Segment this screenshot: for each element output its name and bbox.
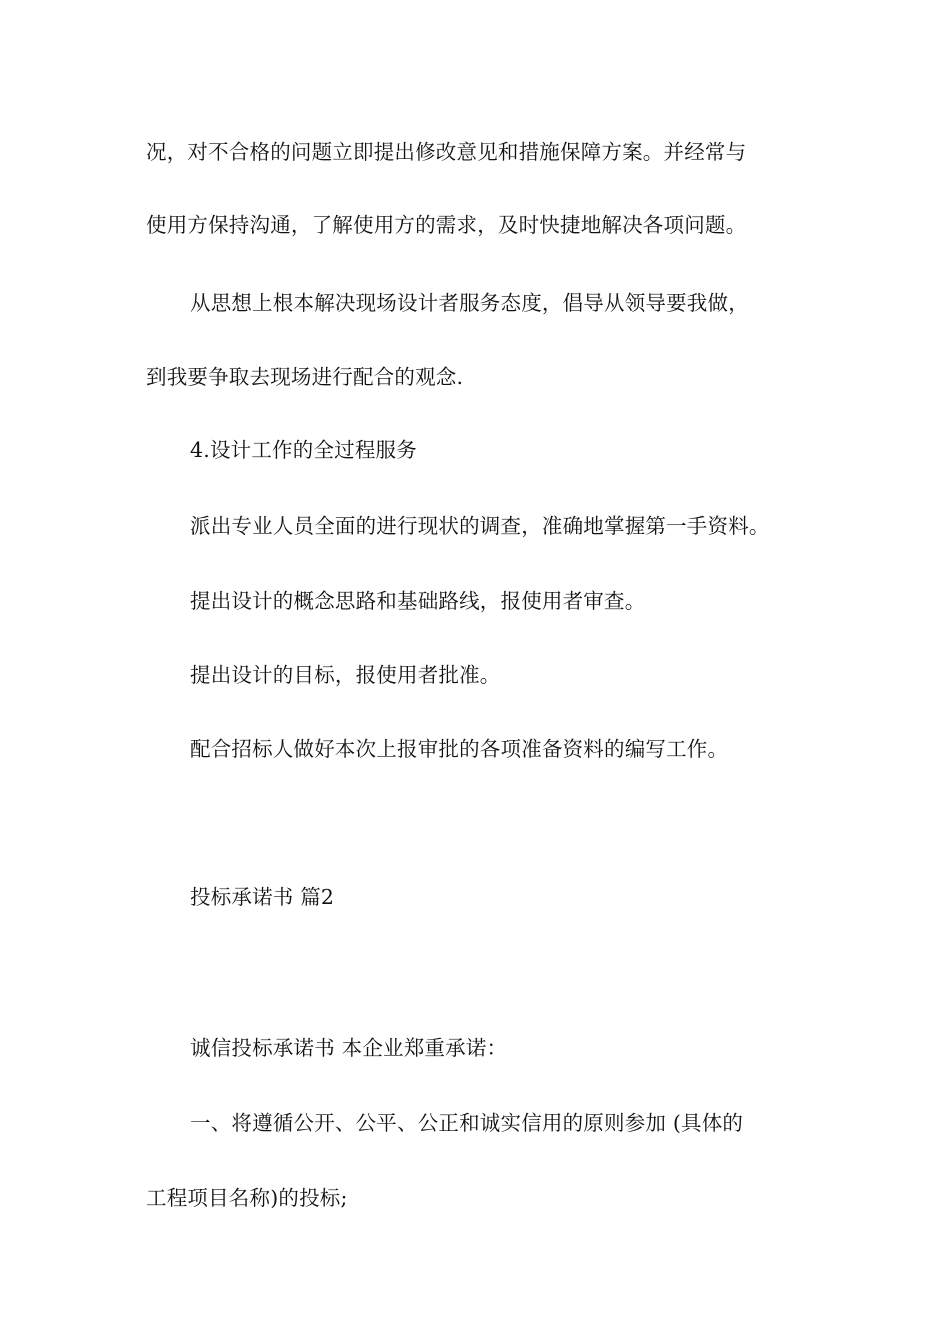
paragraph-line-4: 到我要争取去现场进行配合的观念. xyxy=(146,365,464,389)
paragraph-line-6: 提出设计的概念思路和基础路线，报使用者审查。 xyxy=(190,589,646,613)
paragraph-line-11: 工程项目名称)的投标; xyxy=(146,1186,348,1210)
section-title-part-2: 投标承诺书 篇2 xyxy=(190,885,335,909)
paragraph-line-1: 况，对不合格的问题立即提出修改意见和措施保障方案。并经常与 xyxy=(146,140,747,164)
paragraph-line-2: 使用方保持沟通，了解使用方的需求，及时快捷地解决各项问题。 xyxy=(146,213,747,237)
paragraph-line-7: 提出设计的目标，报使用者批准。 xyxy=(190,663,501,687)
paragraph-line-8: 配合招标人做好本次上报审批的各项准备资料的编写工作。 xyxy=(190,737,729,761)
paragraph-line-3: 从思想上根本解决现场设计者服务态度，倡导从领导要我做， xyxy=(190,291,749,315)
paragraph-line-10: 一、将遵循公开、公平、公正和诚实信用的原则参加 (具体的 xyxy=(190,1111,744,1135)
section-heading-4: 4.设计工作的全过程服务 xyxy=(190,438,417,462)
paragraph-line-9: 诚信投标承诺书 本企业郑重承诺： xyxy=(190,1036,508,1060)
paragraph-line-5: 派出专业人员全面的进行现状的调查，准确地掌握第一手资料。 xyxy=(190,514,770,538)
